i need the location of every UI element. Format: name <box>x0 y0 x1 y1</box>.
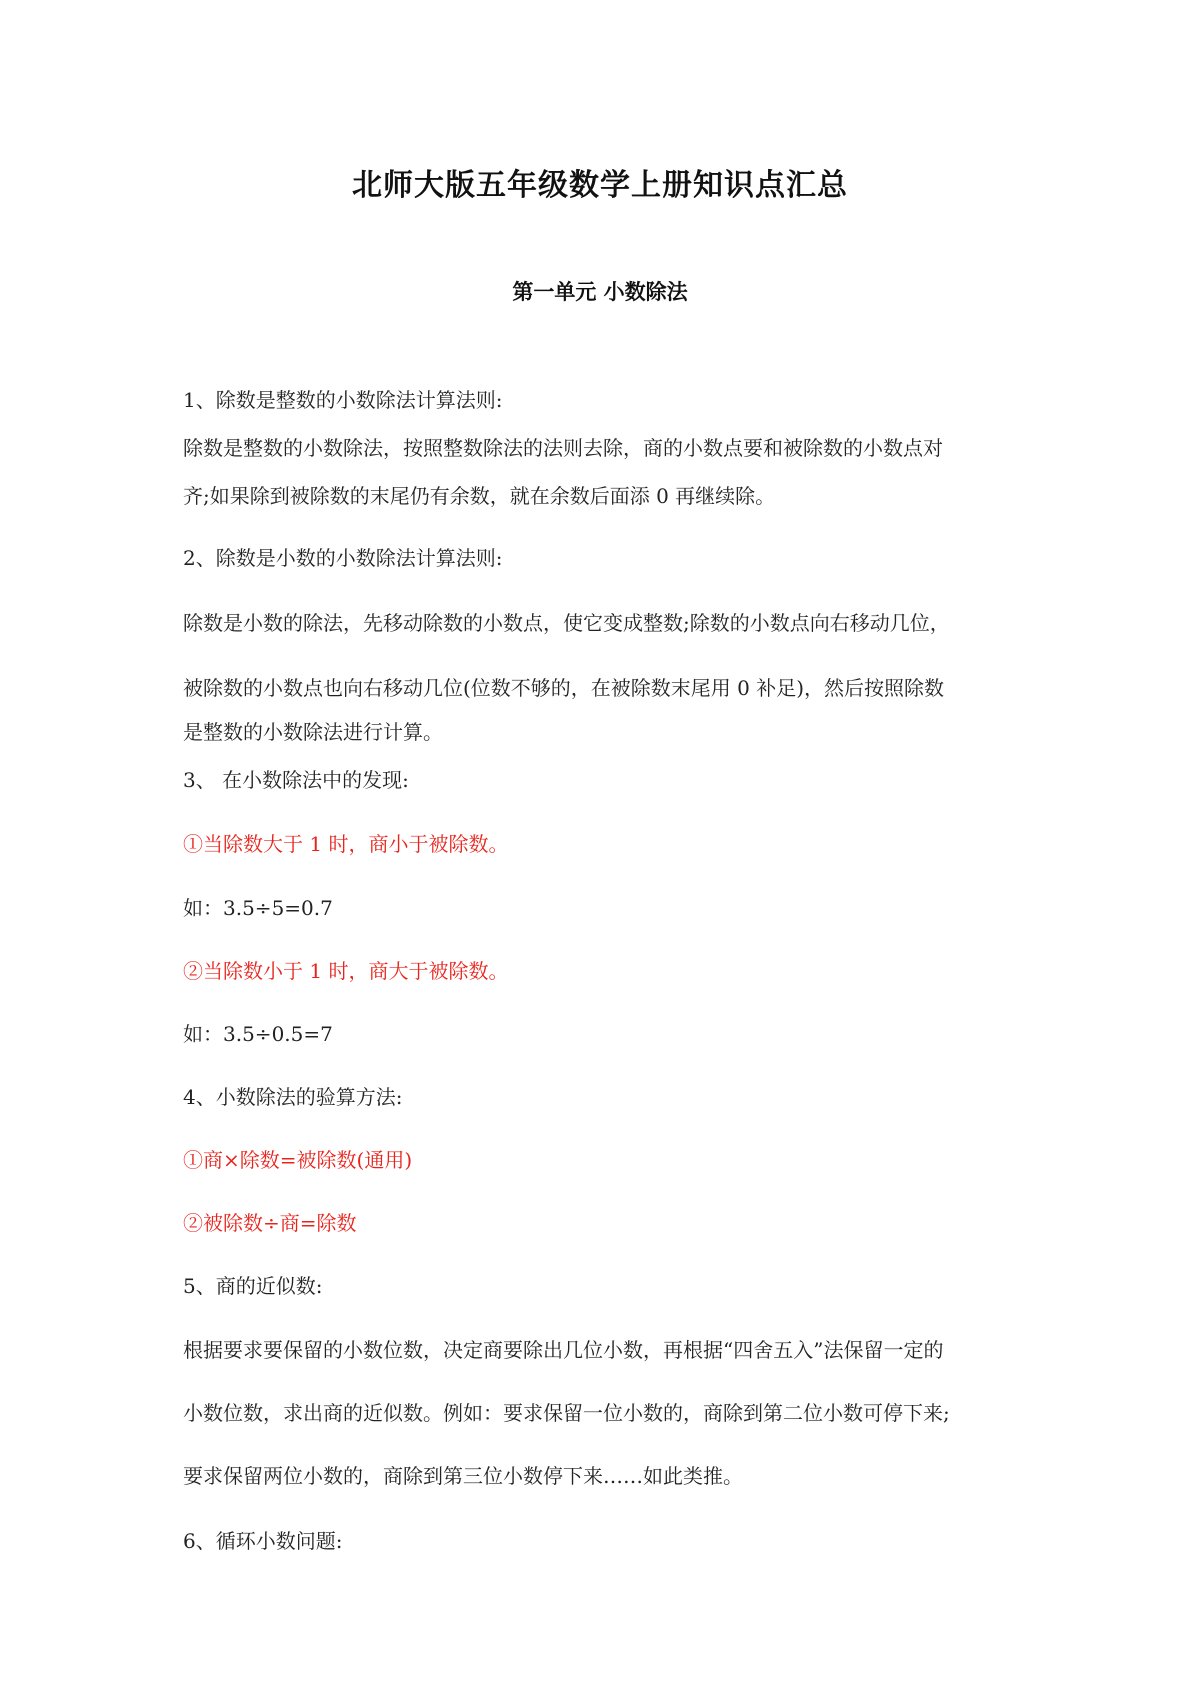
section-6-heading: 6、循环小数问题: <box>183 1529 343 1553</box>
section-3-heading: 3、 在小数除法中的发现: <box>183 768 409 792</box>
section-1-body-line-1: 除数是整数的小数除法，按照整数除法的法则去除，商的小数点要和被除数的小数点对 <box>183 436 943 460</box>
section-2-heading: 2、除数是小数的小数除法计算法则: <box>183 546 503 570</box>
section-4-heading: 4、小数除法的验算方法: <box>183 1085 403 1109</box>
section-3-rule-2: ②当除数小于 1 时，商大于被除数。 <box>183 959 509 983</box>
section-5-body-line-2: 小数位数，求出商的近似数。例如：要求保留一位小数的，商除到第二位小数可停下来; <box>183 1401 950 1425</box>
section-5-body-line-1: 根据要求要保留的小数位数，决定商要除出几位小数，再根据“四舍五入”法保留一定的 <box>183 1338 944 1362</box>
section-5-body-line-3: 要求保留两位小数的，商除到第三位小数停下来……如此类推。 <box>183 1464 743 1488</box>
document-title: 北师大版五年级数学上册知识点汇总 <box>352 168 848 203</box>
section-2-body-line-3: 是整数的小数除法进行计算。 <box>183 720 443 744</box>
section-5-heading: 5、商的近似数: <box>183 1274 323 1298</box>
section-3-example-2: 如：3.5÷0.5=7 <box>183 1022 333 1046</box>
section-3-example-1: 如：3.5÷5=0.7 <box>183 896 333 920</box>
section-3-rule-1: ①当除数大于 1 时，商小于被除数。 <box>183 832 509 856</box>
section-4-method-2: ②被除数÷商=除数 <box>183 1211 357 1235</box>
section-4-method-1: ①商×除数=被除数(通用) <box>183 1148 413 1172</box>
unit-title: 第一单元 小数除法 <box>512 279 688 304</box>
section-2-body-line-2: 被除数的小数点也向右移动几位(位数不够的，在被除数末尾用 0 补足)，然后按照除数 <box>183 676 945 700</box>
section-1-body-line-2: 齐;如果除到被除数的末尾仍有余数，就在余数后面添 0 再继续除。 <box>183 484 776 508</box>
section-1-heading: 1、除数是整数的小数除法计算法则: <box>183 388 503 412</box>
section-2-body-line-1: 除数是小数的除法，先移动除数的小数点，使它变成整数;除数的小数点向右移动几位， <box>183 611 950 635</box>
